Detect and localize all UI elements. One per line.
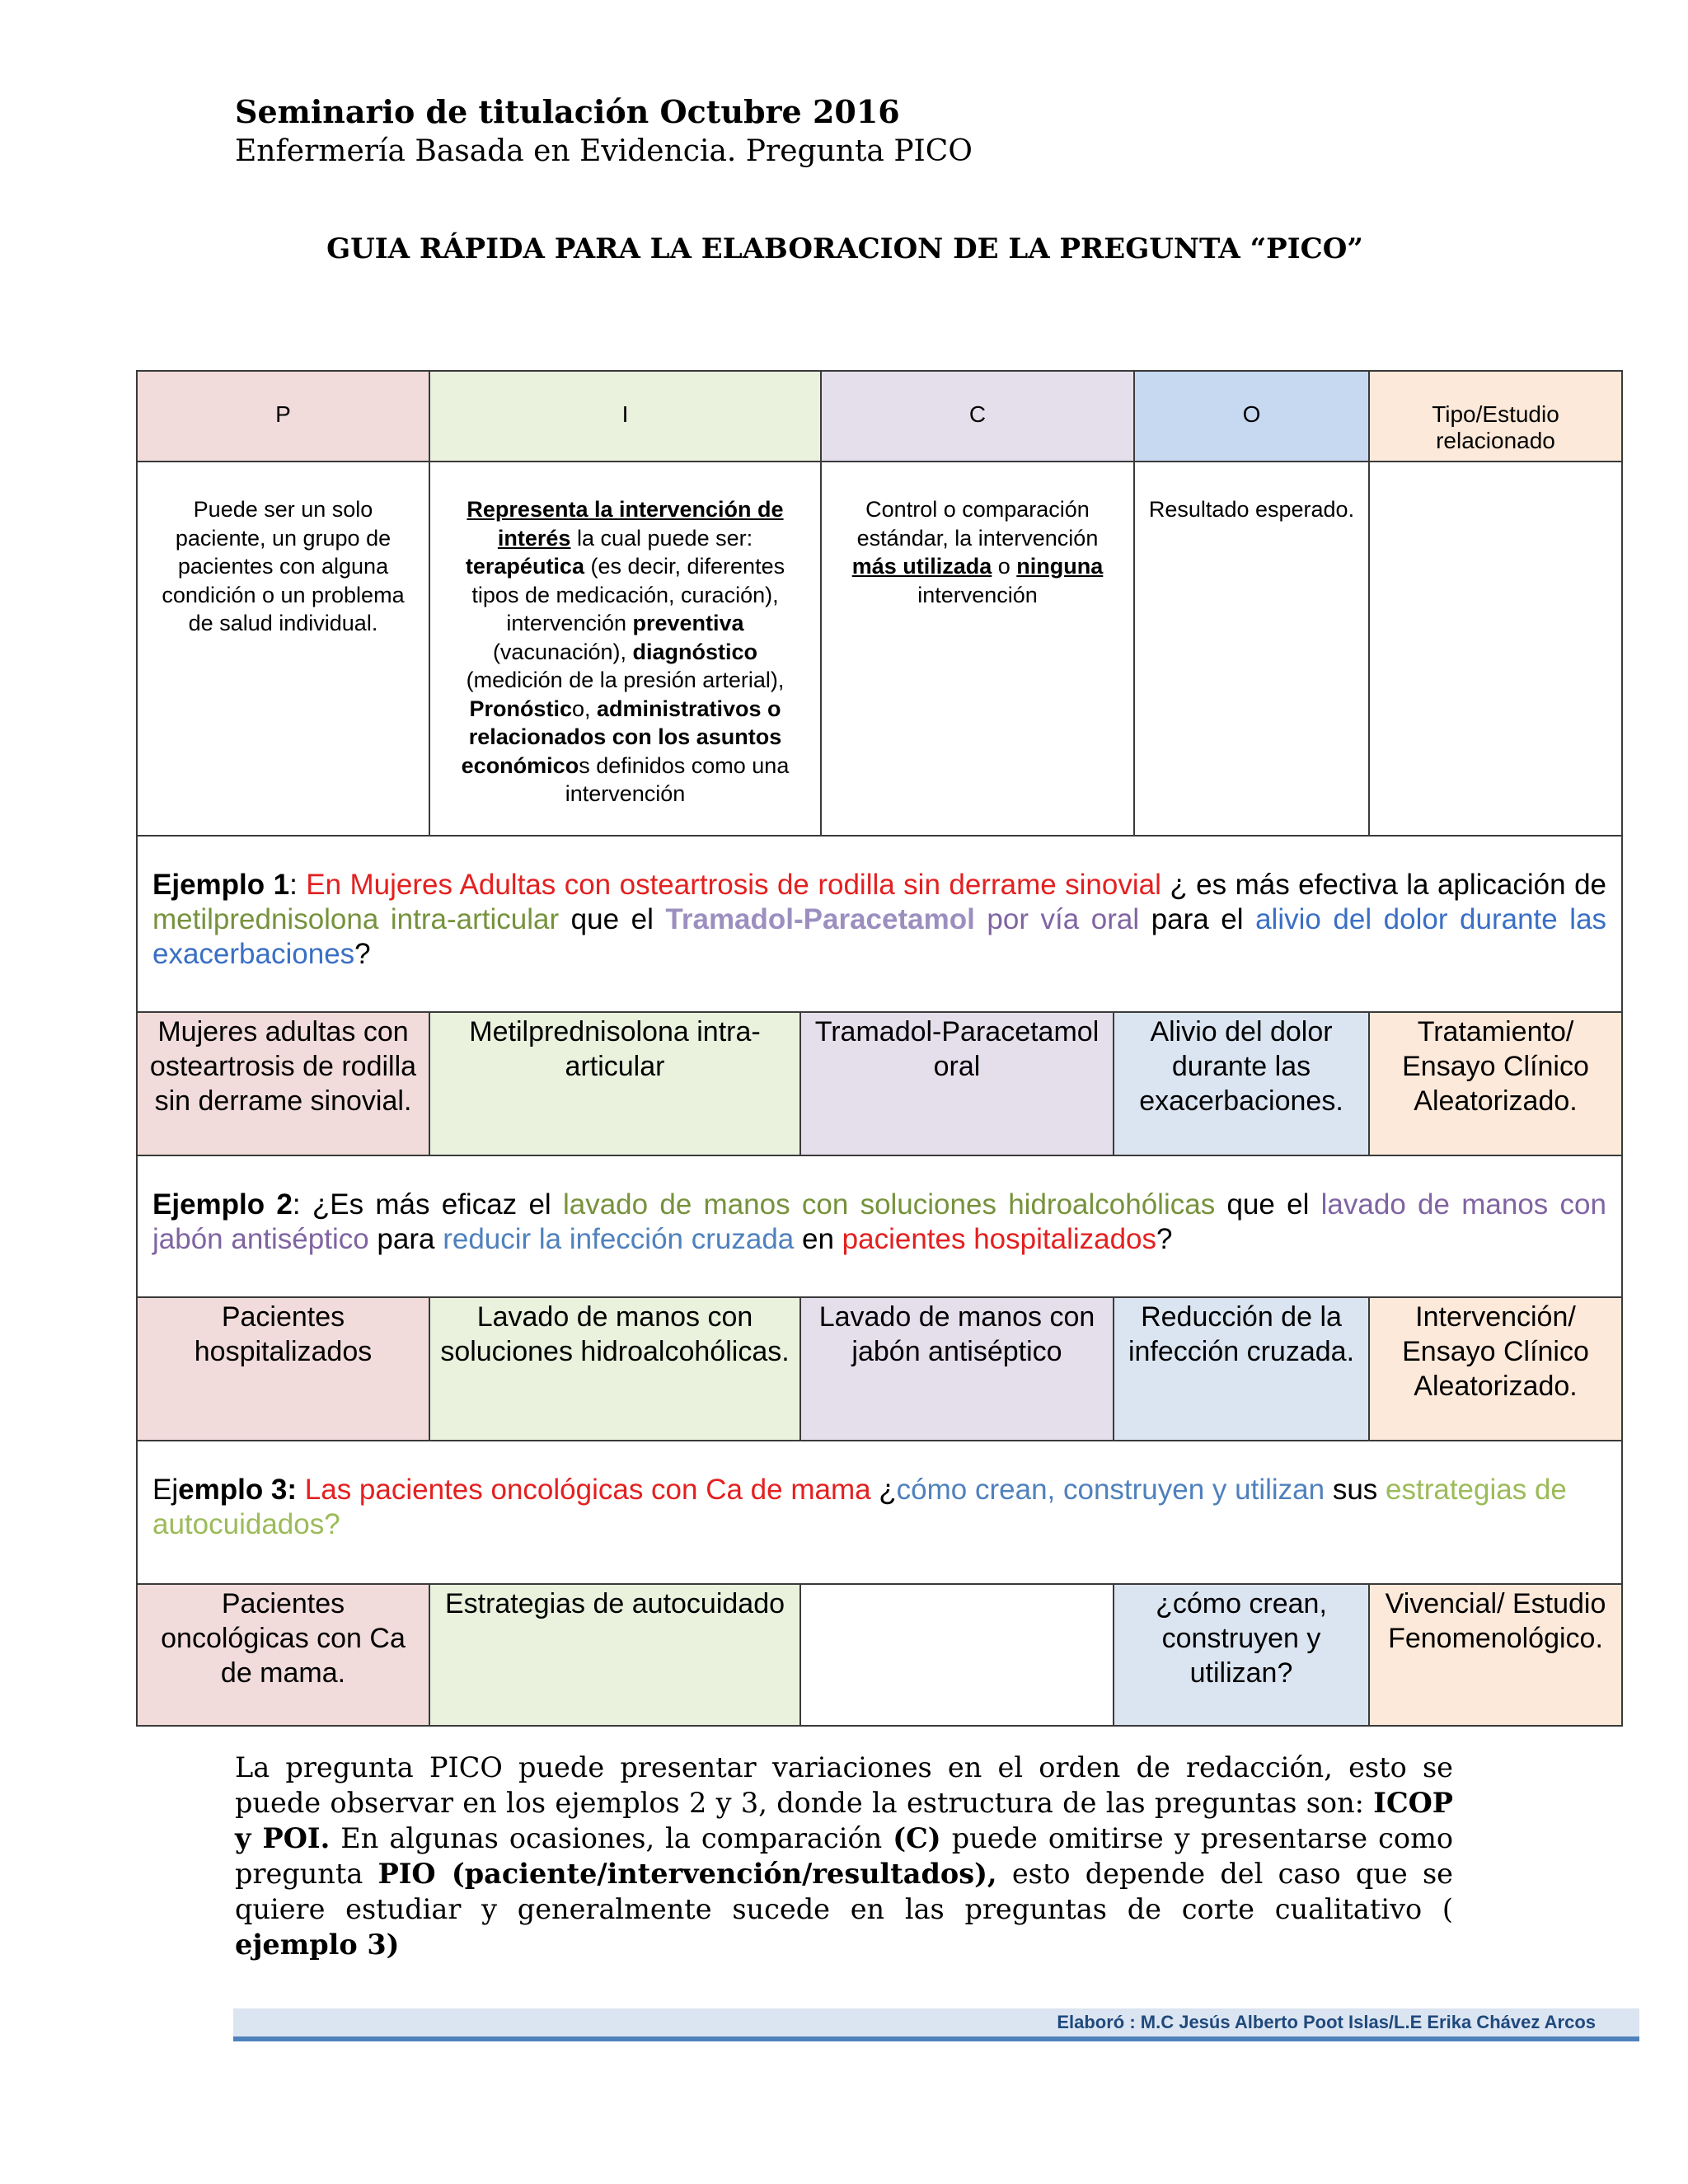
example2-tipo: Intervención/ Ensayo Clínico Aleatorizado.	[1370, 1298, 1621, 1440]
desc-i: Representa la intervención de interés la cual puede ser: terapéutica (es decir, diferentes tipos de medicación, curación), intervención preventiva (vacunación), diagnóstico (medición de la presión arterial), Pronóstico, administrativos o relacionados con los asuntos económicos definidos como una intervención	[430, 462, 822, 835]
example3-question: Ejemplo 3: Las pacientes oncológicas con Ca de mama ¿cómo crean, construyen y utilizan sus estrategias de autocuidados?	[152, 1474, 1567, 1540]
document-header	[235, 92, 1471, 171]
example3-p: Pacientes oncológicas con Ca de mama.	[138, 1585, 430, 1725]
example1-cells-row	[138, 1013, 1621, 1156]
description-row	[138, 462, 1621, 837]
example1-p: Mujeres adultas con osteartrosis de rodilla sin derrame sinovial.	[138, 1013, 430, 1155]
header-p: P	[138, 372, 430, 461]
example3-o: ¿cómo crean, construyen y utilizan?	[1114, 1585, 1370, 1725]
example3-cells-row	[138, 1585, 1621, 1725]
header-row	[138, 372, 1621, 462]
desc-tipo	[1370, 462, 1621, 835]
footer-credits: Elaboró : M.C Jesús Alberto Poot Islas/L.E Erika Chávez Arcos	[1057, 2012, 1596, 2032]
explanation-paragraph: La pregunta PICO puede presentar variaciones en el orden de redacción, esto se puede observar en los ejemplos 2 y 3, donde la estructura de las preguntas son: ICOP y POI. En algunas ocasiones, la comparación (C) puede omitirse y presentarse como pregunta PIO (paciente/intervención/resultados), esto depende del caso que se quiere estudiar y generalmente sucede en las preguntas de corte cualitativo ( ejemplo 3)	[235, 1751, 1454, 1961]
header-o: O	[1135, 372, 1370, 461]
example2-question-row	[138, 1156, 1621, 1298]
header-tipo: Tipo/Estudio relacionado	[1370, 372, 1621, 461]
desc-c: Control o comparación estándar, la intervención más utilizada o ninguna intervención	[822, 462, 1135, 835]
example3-i: Estrategias de autocuidado	[430, 1585, 801, 1725]
example2-cells-row	[138, 1298, 1621, 1441]
example2-question: Ejemplo 2: ¿Es más eficaz el lavado de manos con soluciones hidroalcohólicas que el lavado de manos con jabón antiséptico para reducir la infección cruzada en pacientes hospitalizados?	[152, 1188, 1606, 1255]
footer-rule	[233, 2036, 1639, 2041]
example1-question: Ejemplo 1: En Mujeres Adultas con osteartrosis de rodilla sin derrame sinovial ¿ es más efectiva la aplicación de metilprednisolona intra-articular que el Tramadol-Paracetamol por vía oral para el alivio del dolor durante las exacerbaciones?	[152, 869, 1607, 970]
example3-c	[801, 1585, 1114, 1725]
example1-o: Alivio del dolor durante las exacerbaciones.	[1114, 1013, 1370, 1155]
example2-o: Reducción de la infección cruzada.	[1114, 1298, 1370, 1440]
example2-i: Lavado de manos con soluciones hidroalcohólicas.	[430, 1298, 801, 1440]
example2-p: Pacientes hospitalizados	[138, 1298, 430, 1440]
example3-question-row	[138, 1441, 1621, 1585]
pico-table	[136, 370, 1623, 1727]
desc-p: Puede ser un solo paciente, un grupo de pacientes con alguna condición o un problema de salud individual.	[138, 462, 430, 835]
example1-question-row	[138, 837, 1621, 1013]
example2-c: Lavado de manos con jabón antiséptico	[801, 1298, 1114, 1440]
guide-title: GUIA RÁPIDA PARA LA ELABORACION DE LA PREGUNTA “PICO”	[326, 232, 1363, 265]
header-c: C	[822, 372, 1135, 461]
example1-c: Tramadol-Paracetamol oral	[801, 1013, 1114, 1155]
seminar-subtitle: Enfermería Basada en Evidencia. Pregunta PICO	[235, 134, 973, 168]
example1-tipo: Tratamiento/ Ensayo Clínico Aleatorizado.	[1370, 1013, 1621, 1155]
desc-o: Resultado esperado.	[1135, 462, 1370, 835]
header-i: I	[430, 372, 822, 461]
example3-tipo: Vivencial/ Estudio Fenomenológico.	[1370, 1585, 1621, 1725]
seminar-title: Seminario de titulación Octubre 2016	[235, 93, 900, 130]
example1-i: Metilprednisolona intra-articular	[430, 1013, 801, 1155]
